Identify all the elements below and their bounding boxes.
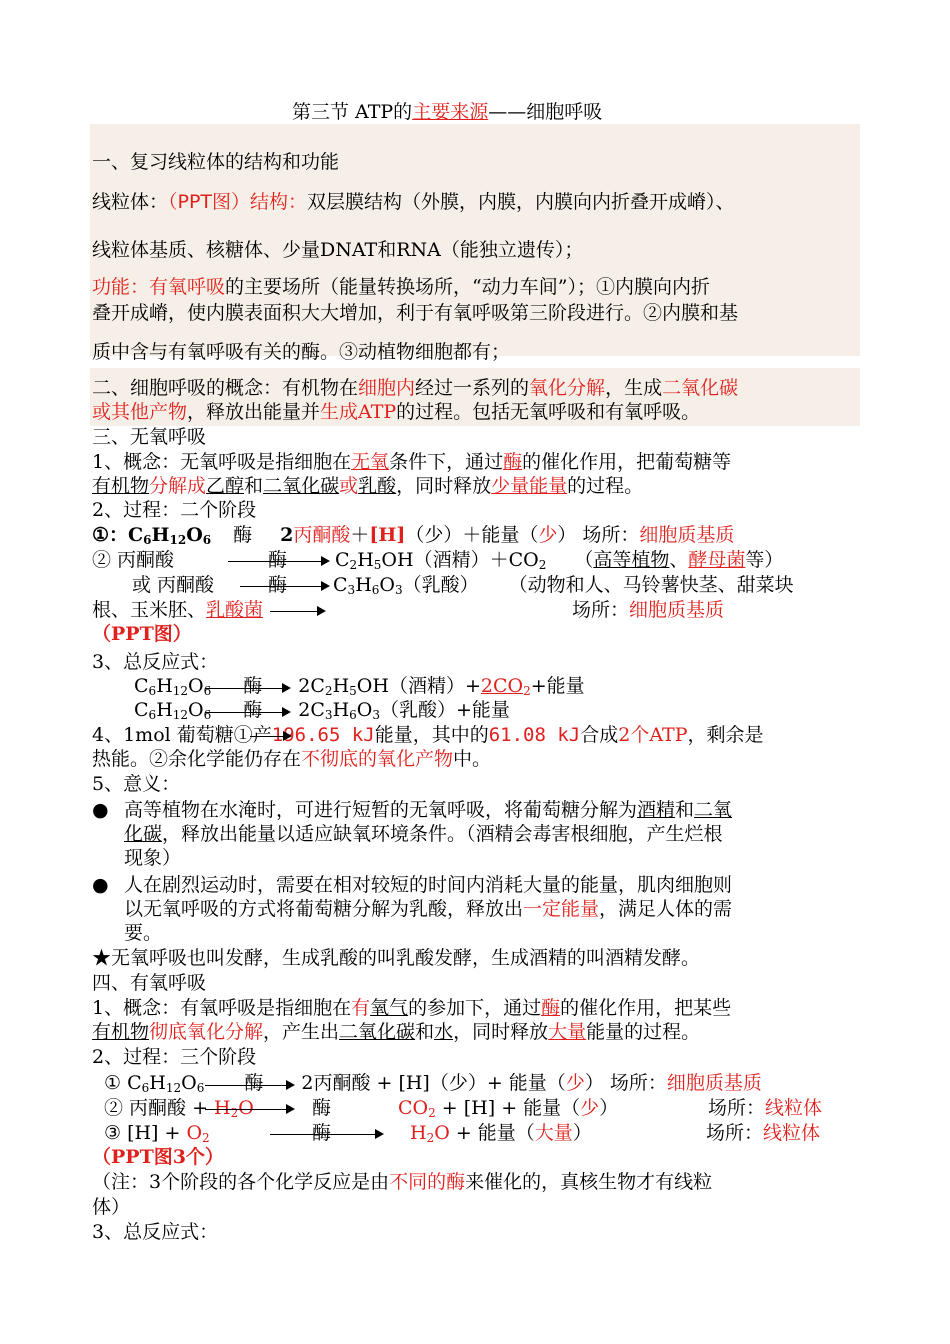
reaction-arrow xyxy=(270,611,324,612)
section-3-heading: 三、无氧呼吸 xyxy=(92,426,207,448)
aerobic-step-2-location: 场所：线粒体 xyxy=(708,1097,823,1119)
enzyme-label: 酶 xyxy=(312,1122,332,1144)
mito-function-line: 功能：有氧呼吸的主要场所（能量转换场所，“动力车间”）；①内膜向内折 xyxy=(92,276,710,298)
aerobic-step-2: ② 丙酮酸 + $H_2O$ xyxy=(104,1097,254,1120)
note-line-2: 体） xyxy=(92,1196,131,1218)
aerobic-step-3-product: $H_2O$ + 能量（大量） xyxy=(410,1122,592,1145)
significance-heading: 5、意义： xyxy=(92,773,181,795)
significance-item-1: 高等植物在水淹时，可进行短暂的无氧呼吸，将葡萄糖分解为酒精和二氧 xyxy=(124,799,733,821)
respiration-concept-line: 二、细胞呼吸的概念：有机物在细胞内经过一系列的氧化分解，生成二氧化碳 xyxy=(92,377,739,399)
mito-function-line-2: 叠开成嵴，使内膜表面积大大增加，利于有氧呼吸第三阶段进行。②内膜和基 xyxy=(92,302,739,324)
mito-structure-line: 线粒体：（PPT图）结构：双层膜结构（外膜，内膜，内膜向内折叠开成嵴）、 xyxy=(92,191,735,213)
aerobic-step-3: ③ $[H] + O_2$ xyxy=(104,1122,210,1145)
anaerobic-concept-line: 1、概念：无氧呼吸是指细胞在无氧条件下，通过酶的催化作用，把葡萄糖等 xyxy=(92,451,732,473)
anaerobic-step-2a: ② 丙酮酸 xyxy=(92,549,175,571)
significance-item-1-line-2: 化碳，释放出能量以适应缺氧环境条件。（酒精会毒害根细胞，产生烂根 xyxy=(124,823,723,845)
significance-item-1-line-3: 现象） xyxy=(124,847,182,869)
ppt-note: （PPT图3个） xyxy=(92,1146,224,1168)
anaerobic-step-2a-product: $C_2H_5OH$（酒精）$+CO_2$ （高等植物、酵母菌等） xyxy=(335,549,784,572)
section-1-heading: 一、复习线粒体的结构和功能 xyxy=(92,151,340,173)
reaction-arrow xyxy=(205,1109,293,1110)
anaerobic-step-2b-cont: 根、玉米胚、乳酸菌 xyxy=(92,599,264,621)
bullet-icon: ● xyxy=(92,874,109,896)
enzyme-label: 酶 xyxy=(268,549,288,571)
reaction-arrow xyxy=(250,736,290,737)
aerobic-total-heading: 3、总反应式： xyxy=(92,1221,219,1243)
respiration-concept-line-2: 或其他产物，释放出能量并生成ATP的过程。包括无氧呼吸和有氧呼吸。 xyxy=(92,401,701,423)
enzyme-label: 酶 xyxy=(268,574,288,596)
section-4-heading: 四、有氧呼吸 xyxy=(92,972,207,994)
energy-line: 4、1mol 葡萄糖①产196.65 kJ能量，其中的61.08 kJ合成2个ATP，剩余是 xyxy=(92,724,764,746)
reaction-arrow xyxy=(205,1085,293,1086)
significance-item-2: 人在剧烈运动时，需要在相对较短的时间内消耗大量的能量，肌肉细胞则 xyxy=(124,874,733,896)
anaerobic-location: 场所：细胞质基质 xyxy=(572,599,725,621)
anaerobic-process-heading: 2、过程：二个阶段 xyxy=(92,499,257,521)
anaerobic-step-2b: 或 丙酮酸 xyxy=(132,574,215,596)
aerobic-step-1: ① $C_6H_{12}O_6$ 酶 2丙酮酸 + [H]（少）+ 能量（少） 场所：细胞质基质 xyxy=(104,1072,762,1095)
anaerobic-step-1: ①：$C_6H_{12}O_6$ 酶 2丙酮酸＋[H]（少）＋能量（少） 场所：细胞质基质 xyxy=(92,524,735,547)
reaction-arrow xyxy=(205,688,289,689)
mito-structure-line-2: 线粒体基质、核糖体、少量DNAT和RNA（能独立遗传）； xyxy=(92,239,584,261)
reaction-arrow xyxy=(205,712,289,713)
significance-item-2-line-3: 要。 xyxy=(124,922,163,944)
anaerobic-step-2b-product: $C_3H_6O_3$（乳酸） （动物和人、马铃薯快茎、甜菜块 xyxy=(333,574,794,597)
energy-line-2: 热能。②余化学能仍存在不彻底的氧化产物中。 xyxy=(92,748,492,770)
enzyme-label: 酶 xyxy=(312,1097,332,1119)
aerobic-step-3-location: 场所：线粒体 xyxy=(706,1122,821,1144)
significance-item-2-line-2: 以无氧呼吸的方式将葡萄糖分解为乳酸，释放出一定能量，满足人体的需 xyxy=(124,898,733,920)
anaerobic-concept-line-2: 有机物分解成乙醇和二氧化碳或乳酸，同时释放少量能量的过程。 xyxy=(92,475,644,497)
bullet-icon: ● xyxy=(92,799,109,821)
note-line: （注：3个阶段的各个化学反应是由不同的酶来催化的，真核生物才有线粒 xyxy=(92,1171,713,1193)
aerobic-process-heading: 2、过程：三个阶段 xyxy=(92,1046,257,1068)
mito-function-line-3: 质中含与有氧呼吸有关的酶。③动植物细胞都有； xyxy=(92,341,511,363)
total-eq-1: $C_6H_{12}O_6$ 酶 $2C_2H_5OH$（酒精）$+2CO_2+$能量 xyxy=(134,675,585,698)
fermentation-note: ★无氧呼吸也叫发酵，生成乳酸的叫乳酸发酵，生成酒精的叫酒精发酵。 xyxy=(92,947,701,969)
aerobic-step-2-product: $CO_2 + [H]$ + 能量（少） xyxy=(398,1097,619,1120)
page-title: 第三节 ATP的主要来源——细胞呼吸 xyxy=(292,101,603,123)
aerobic-concept-line: 1、概念：有氧呼吸是指细胞在有氧气的参加下，通过酶的催化作用，把某些 xyxy=(92,997,732,1019)
ppt-note: （PPT图） xyxy=(92,623,192,645)
aerobic-concept-line-2: 有机物彻底氧化分解，产生出二氧化碳和水，同时释放大量能量的过程。 xyxy=(92,1021,701,1043)
anaerobic-total-heading: 3、总反应式： xyxy=(92,651,219,673)
total-eq-2: $C_6H_{12}O_6$ 酶 $2C_3H_6O_3$（乳酸）+能量 xyxy=(134,699,510,722)
